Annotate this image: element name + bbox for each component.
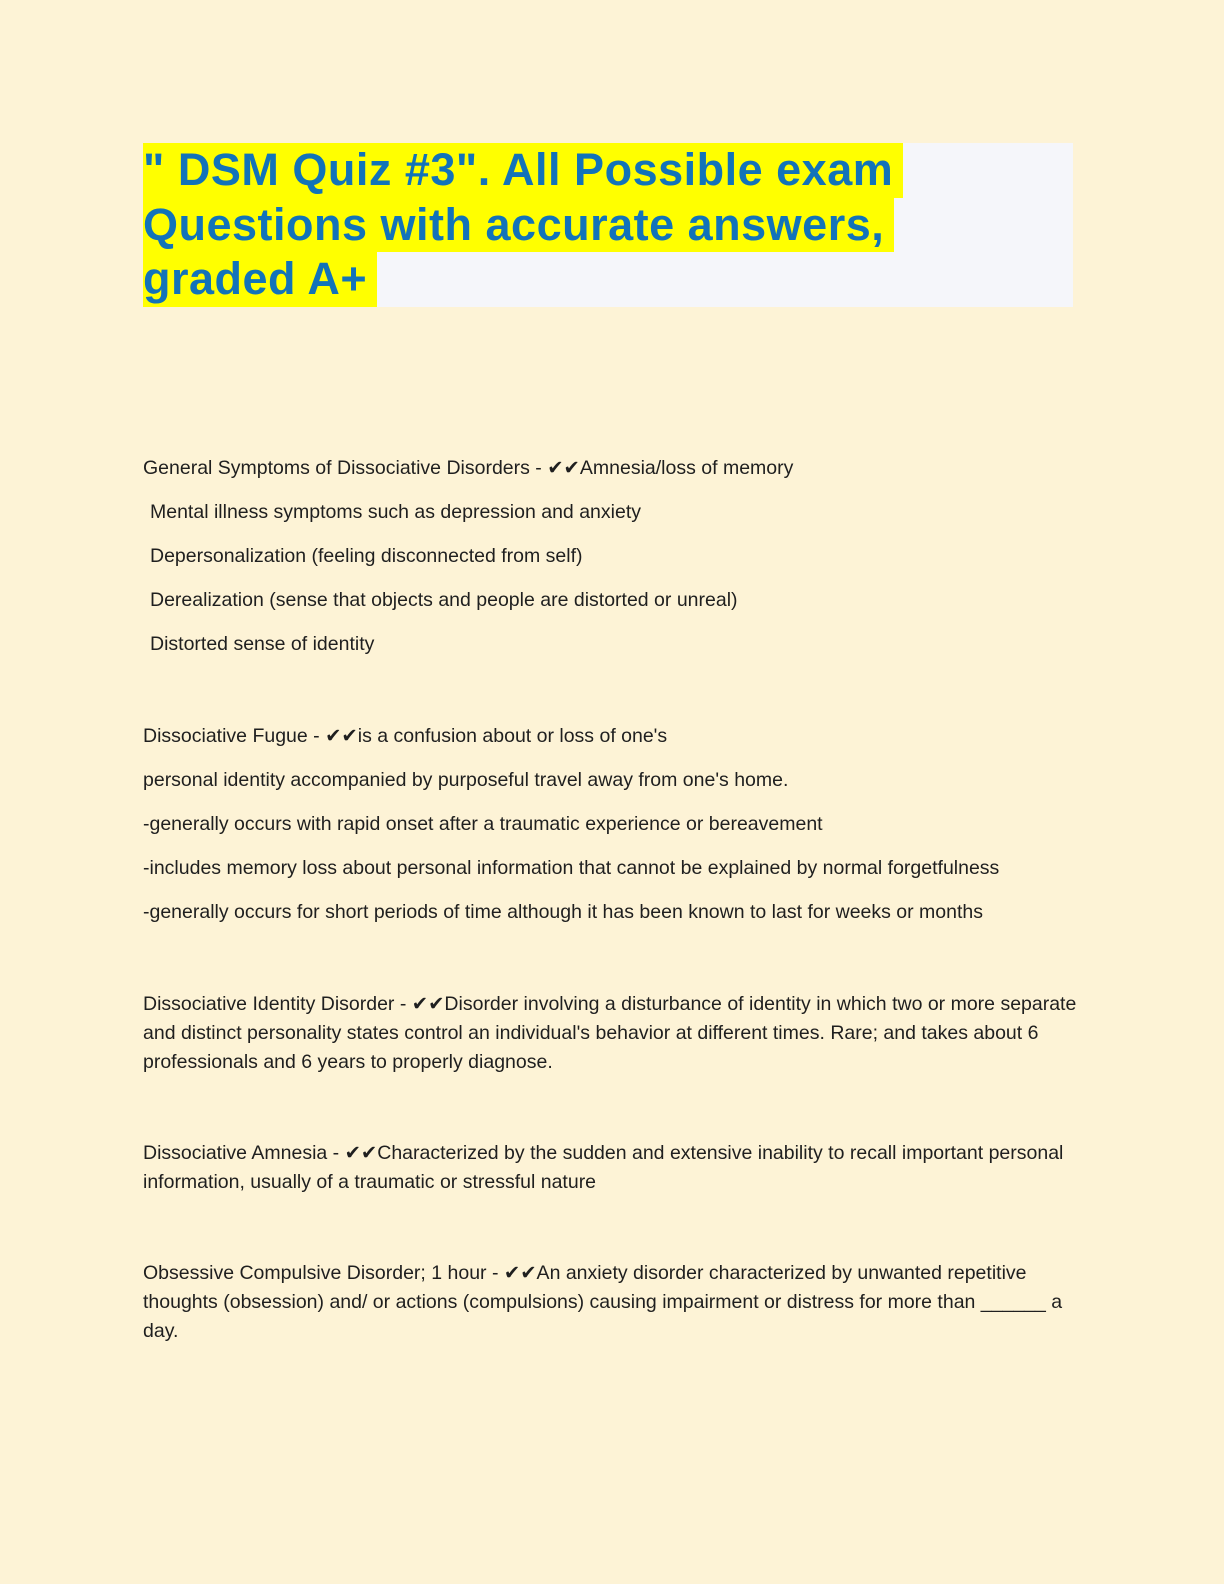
- document-body: [143, 454, 1084, 1346]
- qa-line-fugue-continuation: personal identity accompanied by purposeful travel away from one's home.: [143, 769, 789, 791]
- title-line-1: [143, 143, 1073, 198]
- qa-line-distorted-identity: Distorted sense of identity: [150, 633, 375, 655]
- qa-line-mental-illness: Mental illness symptoms such as depression and anxiety: [150, 501, 641, 523]
- title-highlight: Questions with accurate answers,: [143, 198, 894, 253]
- title-line-2: [143, 198, 1073, 253]
- qa-paragraph-identity-disorder: Dissociative Identity Disorder - ✔✔Disorder involving a disturbance of identity in which two or more separate and distinct personality states control an individual's behavior at different times. Rare; and takes about 6 professionals and 6 years to properly diagnose.: [143, 993, 1077, 1073]
- qa-line-fugue-onset: -generally occurs with rapid onset after a traumatic experience or bereavement: [143, 813, 823, 835]
- qa-line-fugue-memory-loss: -includes memory loss about personal information that cannot be explained by normal forgetfulness: [143, 857, 1000, 879]
- qa-line-fugue-definition: Dissociative Fugue - ✔✔is a confusion about or loss of one's: [143, 725, 668, 747]
- title-panel: [143, 143, 1073, 307]
- qa-paragraph-dissociative-amnesia: Dissociative Amnesia - ✔✔Characterized by the sudden and extensive inability to recall important personal information, usually of a traumatic or stressful nature: [143, 1142, 1064, 1193]
- qa-line-derealization: Derealization (sense that objects and people are distorted or unreal): [150, 589, 738, 611]
- title-line-3: [143, 252, 1073, 307]
- title-highlight: " DSM Quiz #3". All Possible exam: [143, 143, 903, 198]
- qa-line-general-symptoms: General Symptoms of Dissociative Disorders - ✔✔Amnesia/loss of memory: [143, 457, 794, 479]
- qa-line-fugue-duration: -generally occurs for short periods of time although it has been known to last for weeks or months: [143, 901, 984, 923]
- title-highlight: graded A+: [143, 252, 377, 307]
- qa-line-depersonalization: Depersonalization (feeling disconnected from self): [150, 545, 583, 567]
- qa-paragraph-ocd: Obsessive Compulsive Disorder; 1 hour - ✔✔An anxiety disorder characterized by unwanted repetitive thoughts (obsession) and/ or actions (compulsions) causing impairment or distress for more than ______ a day.: [143, 1262, 1063, 1342]
